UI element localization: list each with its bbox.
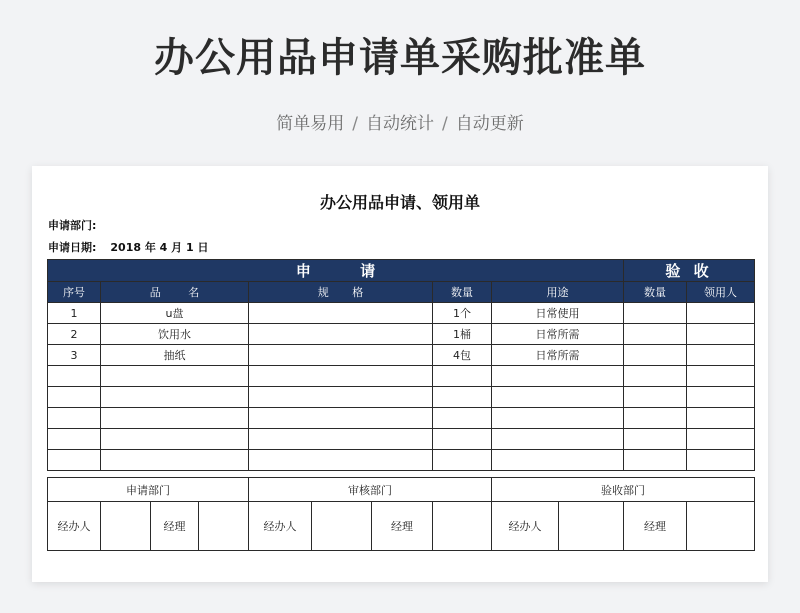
cell-empty[interactable]: [48, 450, 101, 471]
cell-empty[interactable]: [624, 387, 687, 408]
check-dept-cell: 验收部门: [492, 478, 755, 502]
table-row-empty: [48, 387, 755, 408]
subtitle-part-3: 自动更新: [455, 114, 524, 134]
subtitle-part-2: 自动统计: [366, 114, 434, 134]
col-header-no: 序号: [48, 282, 101, 303]
form-sheet: [32, 166, 768, 582]
cell-empty[interactable]: [433, 450, 492, 471]
cell-check-qty[interactable]: [624, 345, 687, 366]
section-apply-header: 申 请: [48, 260, 624, 282]
cell-usage[interactable]: 日常所需: [492, 324, 624, 345]
apply-handler-label: 经办人: [48, 502, 101, 551]
applicant-dept-label: 申请部门:: [48, 219, 97, 232]
col-header-name: 品 名: [101, 282, 249, 303]
cell-qty[interactable]: 4包: [433, 345, 492, 366]
requisition-table: [47, 259, 755, 471]
cell-empty[interactable]: [624, 429, 687, 450]
cell-no[interactable]: 2: [48, 324, 101, 345]
applicant-dept-field[interactable]: [48, 219, 96, 233]
subtitle-separator: /: [442, 114, 448, 134]
table-row: [48, 345, 755, 366]
subtitle-part-1: 简单易用: [276, 114, 345, 134]
cell-receiver[interactable]: [687, 345, 755, 366]
col-header-spec: 规 格: [249, 282, 433, 303]
col-header-receiver: 领用人: [687, 282, 755, 303]
cell-qty[interactable]: 1桶: [433, 324, 492, 345]
cell-empty[interactable]: [624, 408, 687, 429]
cell-empty[interactable]: [101, 366, 249, 387]
review-handler-sign[interactable]: [312, 502, 372, 551]
check-manager-label: 经理: [624, 502, 687, 551]
cell-check-qty[interactable]: [624, 303, 687, 324]
apply-manager-sign[interactable]: [199, 502, 249, 551]
form-title: 办公用品申请、领用单: [319, 193, 480, 212]
cell-spec[interactable]: [249, 324, 433, 345]
cell-empty[interactable]: [249, 408, 433, 429]
cell-empty[interactable]: [687, 366, 755, 387]
cell-empty[interactable]: [687, 429, 755, 450]
review-dept-cell: 审核部门: [249, 478, 492, 502]
cell-no[interactable]: 3: [48, 345, 101, 366]
signoff-table: [47, 477, 755, 551]
cell-empty[interactable]: [48, 408, 101, 429]
section-check-header: 验 收: [624, 260, 755, 282]
apply-handler-sign[interactable]: [101, 502, 151, 551]
review-manager-sign[interactable]: [433, 502, 492, 551]
cell-name[interactable]: 饮用水: [101, 324, 249, 345]
cell-empty[interactable]: [433, 366, 492, 387]
cell-empty[interactable]: [433, 408, 492, 429]
cell-empty[interactable]: [48, 429, 101, 450]
cell-usage[interactable]: 日常使用: [492, 303, 624, 324]
cell-empty[interactable]: [101, 450, 249, 471]
page-subtitle: [0, 112, 800, 136]
cell-name[interactable]: 抽纸: [101, 345, 249, 366]
review-manager-label: 经理: [372, 502, 433, 551]
col-header-usage: 用途: [492, 282, 624, 303]
cell-empty[interactable]: [249, 450, 433, 471]
cell-empty[interactable]: [249, 366, 433, 387]
page-title: 办公用品申请单采购批准单: [154, 35, 646, 81]
section-header-row: [48, 260, 755, 282]
cell-receiver[interactable]: [687, 303, 755, 324]
check-handler-sign[interactable]: [559, 502, 624, 551]
cell-empty[interactable]: [101, 387, 249, 408]
apply-date-field[interactable]: [48, 241, 208, 255]
cell-empty[interactable]: [492, 450, 624, 471]
cell-check-qty[interactable]: [624, 324, 687, 345]
cell-empty[interactable]: [492, 387, 624, 408]
column-header-row: [48, 282, 755, 303]
cell-empty[interactable]: [492, 408, 624, 429]
cell-empty[interactable]: [101, 408, 249, 429]
signoff-dept-row: [48, 478, 755, 502]
col-header-check-qty: 数量: [624, 282, 687, 303]
table-row: [48, 324, 755, 345]
signoff-sign-row: [48, 502, 755, 551]
cell-spec[interactable]: [249, 303, 433, 324]
col-header-qty: 数量: [433, 282, 492, 303]
subtitle-separator: /: [352, 114, 358, 134]
apply-date-label: 申请日期:: [48, 241, 97, 254]
cell-empty[interactable]: [249, 429, 433, 450]
cell-receiver[interactable]: [687, 324, 755, 345]
cell-usage[interactable]: 日常所需: [492, 345, 624, 366]
table-row-empty: [48, 429, 755, 450]
apply-dept-cell: 申请部门: [48, 478, 249, 502]
cell-empty[interactable]: [624, 450, 687, 471]
cell-no[interactable]: 1: [48, 303, 101, 324]
cell-empty[interactable]: [433, 429, 492, 450]
table-row-empty: [48, 408, 755, 429]
cell-empty[interactable]: [492, 366, 624, 387]
cell-empty[interactable]: [687, 387, 755, 408]
cell-empty[interactable]: [48, 366, 101, 387]
table-row-empty: [48, 366, 755, 387]
check-manager-sign[interactable]: [687, 502, 755, 551]
cell-qty[interactable]: 1个: [433, 303, 492, 324]
cell-empty[interactable]: [433, 387, 492, 408]
cell-empty[interactable]: [48, 387, 101, 408]
table-row: [48, 303, 755, 324]
table-row-empty: [48, 450, 755, 471]
cell-empty[interactable]: [249, 387, 433, 408]
cell-name[interactable]: u盘: [101, 303, 249, 324]
cell-empty[interactable]: [687, 408, 755, 429]
apply-manager-label: 经理: [151, 502, 199, 551]
apply-date-value: 2018 年 4 月 1 日: [110, 241, 209, 254]
cell-empty[interactable]: [101, 429, 249, 450]
review-handler-label: 经办人: [249, 502, 312, 551]
cell-spec[interactable]: [249, 345, 433, 366]
cell-empty[interactable]: [492, 429, 624, 450]
cell-empty[interactable]: [624, 366, 687, 387]
cell-empty[interactable]: [687, 450, 755, 471]
check-handler-label: 经办人: [492, 502, 559, 551]
